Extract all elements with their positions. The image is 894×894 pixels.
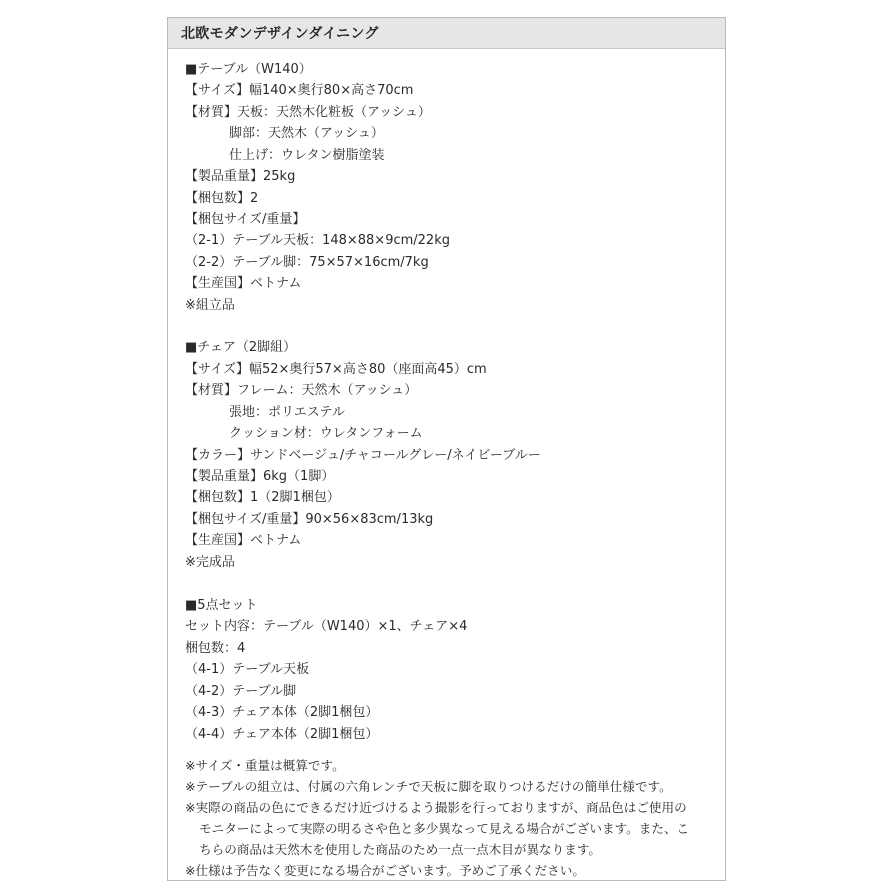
table-size: 【サイズ】幅140×奥行80×高さ70cm bbox=[185, 83, 414, 98]
note-approximate: ※サイズ・重量は概算です。 bbox=[185, 758, 345, 773]
note-color-line-2: モニターによって実際の明るさや色と多少異なって見える場合がございます。また、こ bbox=[199, 821, 690, 836]
note-color-line-3: ちらの商品は天然木を使用した商品のため一点一点木目が異なります。 bbox=[199, 842, 601, 857]
chair-pack-size: 【梱包サイズ/重量】90×56×83cm/13kg bbox=[185, 512, 434, 527]
chair-material-upholstery: 張地：ポリエステル bbox=[229, 405, 345, 420]
table-pack-size-heading: 【梱包サイズ/重量】 bbox=[185, 212, 306, 227]
chair-weight: 【製品重量】6kg（1脚） bbox=[185, 469, 335, 484]
spec-title: 北欧モダンデザインダイニング bbox=[168, 18, 725, 49]
set-packages: 梱包数：4 bbox=[185, 641, 246, 656]
set-heading: ■5点セット bbox=[185, 598, 258, 613]
chair-size: 【サイズ】幅52×奥行57×高さ80（座面高45）cm bbox=[185, 362, 487, 377]
table-assembly: ※組立品 bbox=[185, 298, 235, 313]
spec-card bbox=[167, 17, 726, 881]
set-pack-3: （4-3）チェア本体（2脚1梱包） bbox=[185, 705, 379, 720]
table-pack-2: （2-2）テーブル脚：75×57×16cm/7kg bbox=[185, 255, 429, 270]
chair-color: 【カラー】サンドベージュ/チャコールグレー/ネイビーブルー bbox=[185, 448, 541, 463]
table-material-top: 【材質】天板：天然木化粧板（アッシュ） bbox=[185, 105, 431, 120]
table-heading: ■テーブル（W140） bbox=[185, 62, 312, 77]
table-weight: 【製品重量】25kg bbox=[185, 169, 296, 184]
table-packages: 【梱包数】2 bbox=[185, 191, 259, 206]
chair-packages: 【梱包数】1（2脚1梱包） bbox=[185, 490, 340, 505]
table-origin: 【生産国】ベトナム bbox=[185, 276, 302, 291]
chair-material-cushion: クッション材：ウレタンフォーム bbox=[229, 426, 423, 441]
table-pack-1: （2-1）テーブル天板：148×88×9cm/22kg bbox=[185, 233, 450, 248]
chair-material-frame: 【材質】フレーム：天然木（アッシュ） bbox=[185, 383, 418, 398]
chair-assembly: ※完成品 bbox=[185, 555, 235, 570]
table-material-leg: 脚部：天然木（アッシュ） bbox=[229, 126, 384, 141]
set-pack-4: （4-4）チェア本体（2脚1梱包） bbox=[185, 727, 379, 742]
set-pack-2: （4-2）テーブル脚 bbox=[185, 684, 297, 699]
note-spec-change: ※仕様は予告なく変更になる場合がございます。予めご了承ください。 bbox=[185, 863, 585, 878]
table-material-finish: 仕上げ：ウレタン樹脂塗装 bbox=[229, 148, 385, 163]
chair-heading: ■チェア（2脚組） bbox=[185, 340, 297, 355]
note-color-line-1: ※実際の商品の色にできるだけ近づけるよう撮影を行っておりますが、商品色はご使用の bbox=[185, 800, 687, 815]
set-contents: セット内容：テーブル（W140）×1、チェア×4 bbox=[185, 619, 468, 634]
set-pack-1: （4-1）テーブル天板 bbox=[185, 662, 310, 677]
note-assembly: ※テーブルの組立は、付属の六角レンチで天板に脚を取りつけるだけの簡単仕様です。 bbox=[185, 779, 672, 794]
chair-origin: 【生産国】ベトナム bbox=[185, 533, 302, 548]
